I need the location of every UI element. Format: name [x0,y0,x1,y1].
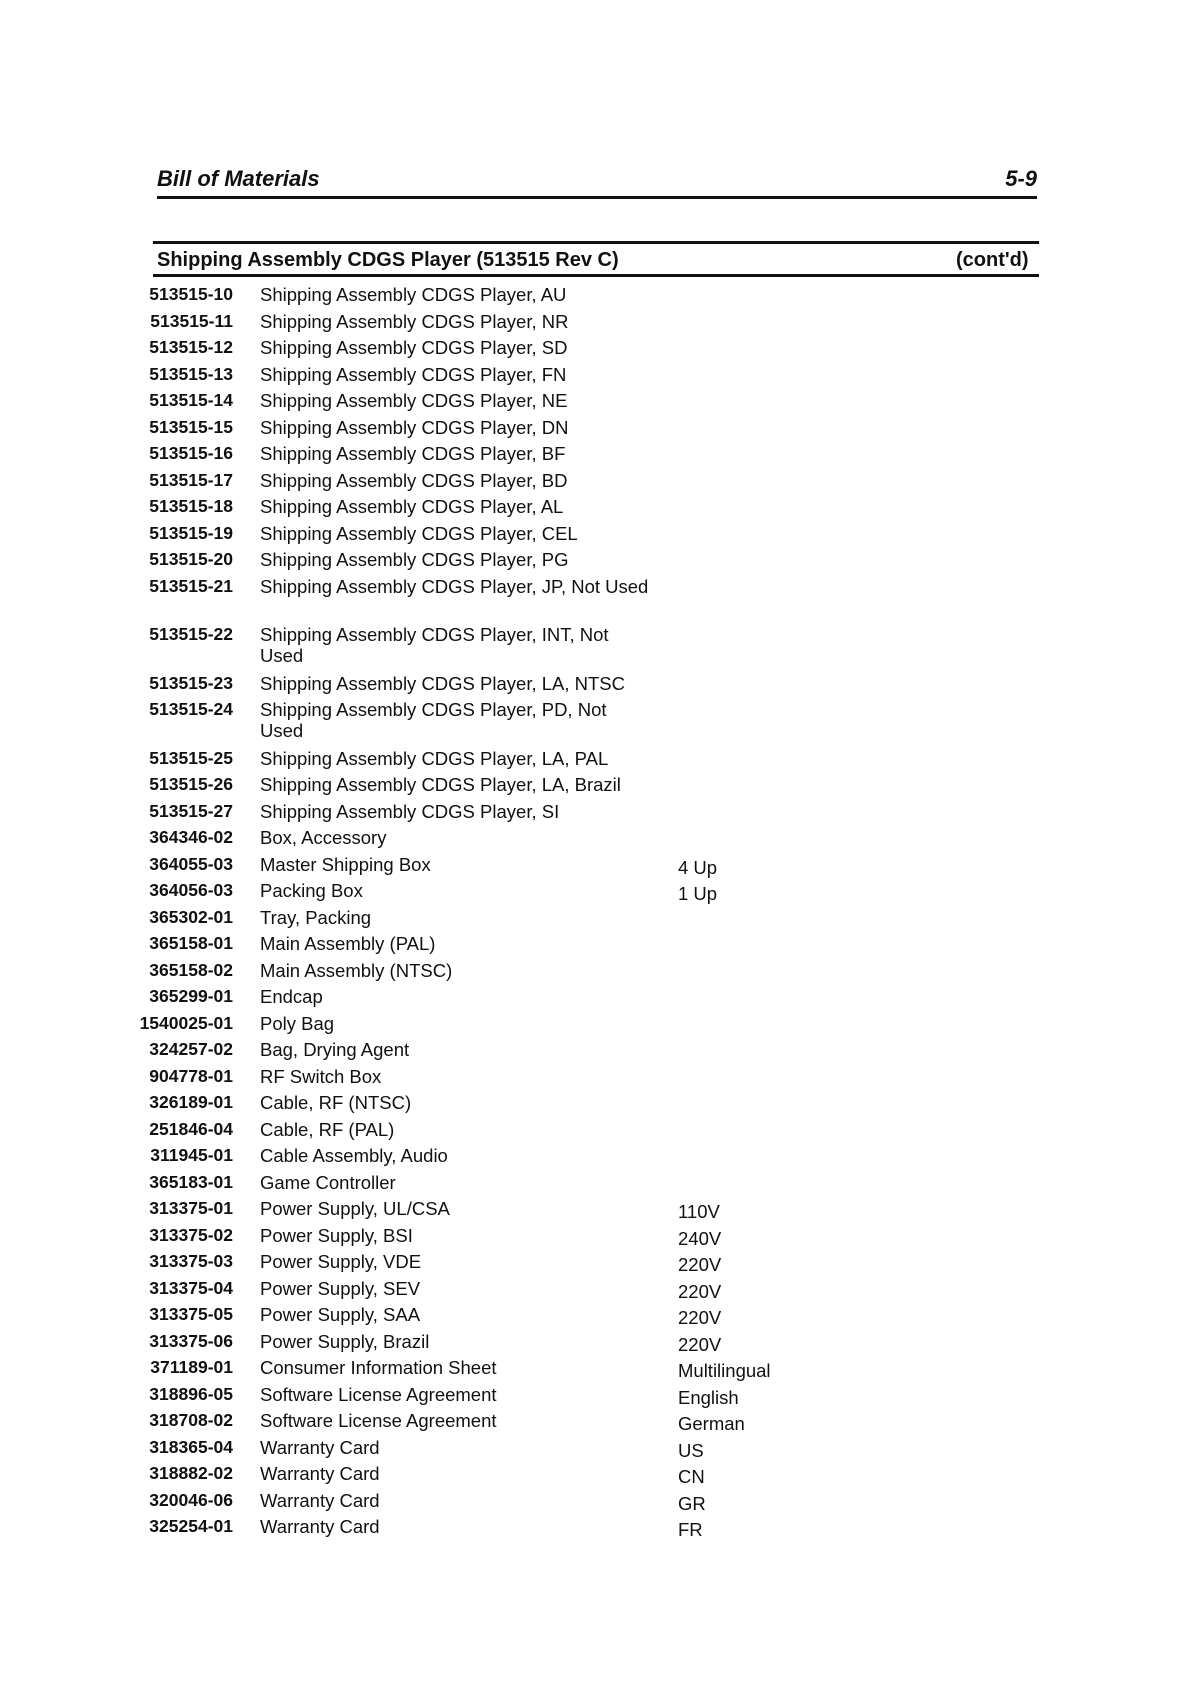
part-number: 513515-25 [149,747,233,768]
part-number: 365299-01 [149,986,233,1006]
table-row [0,1304,1188,1331]
part-number: 313375-03 [149,1251,233,1271]
part-number: 513515-18 [149,496,233,516]
table-row [0,673,1188,700]
table-row [0,854,1188,881]
table-row [0,827,1188,854]
part-note: English [678,1386,739,1408]
part-number: 313375-04 [149,1277,233,1298]
part-note [654,470,678,473]
table-row [0,1066,1188,1093]
part-note: 220V [678,1333,722,1355]
part-description: Shipping Assembly CDGS Player, NR [260,310,569,332]
table-row [0,1039,1188,1066]
table-row [0,1384,1188,1411]
part-number: 318882-02 [149,1463,233,1483]
part-number: 365183-01 [149,1171,233,1192]
part-number: 313375-06 [149,1330,233,1351]
table-row [0,933,1188,960]
part-number: 371189-01 [150,1357,233,1377]
part-note [654,1066,678,1069]
table-row [0,1251,1188,1278]
part-number: 313375-05 [149,1304,233,1324]
part-note [654,311,678,314]
table-row [0,1013,1188,1040]
part-description: Main Assembly (PAL) [260,933,436,954]
part-note: 240V [678,1227,722,1249]
part-description: Bag, Drying Agent [260,1039,410,1060]
part-description: Warranty Card [260,1489,380,1511]
table-row [0,960,1188,987]
part-number: 513515-10 [149,284,233,304]
table-row [0,1357,1188,1384]
part-description: Shipping Assembly CDGS Player, SD [260,337,568,358]
part-note [654,1092,678,1095]
table-row [0,801,1188,828]
part-note: GR [678,1492,706,1514]
part-description: Master Shipping Box [260,853,431,875]
part-description: Power Supply, SAA [260,1304,421,1325]
part-number: 318365-04 [149,1436,233,1457]
part-note [654,827,678,830]
part-description: Poly Bag [260,1012,335,1034]
section-top-rule [153,241,1039,244]
part-number: 513515-23 [149,672,233,693]
part-note [654,496,678,499]
part-description: Software License Agreement [260,1383,497,1405]
part-description: Main Assembly (NTSC) [260,959,453,981]
part-note [654,774,678,777]
table-row [0,1119,1188,1146]
part-note [654,907,678,910]
table-row [0,576,1188,625]
table-row [0,470,1188,497]
part-description: Shipping Assembly CDGS Player, FN [260,363,567,385]
parts-list [0,284,1188,1543]
table-row [0,1437,1188,1464]
part-note: 220V [678,1280,722,1302]
part-number: 311945-01 [150,1145,233,1165]
part-description: RF Switch Box [260,1065,382,1087]
table-row [0,496,1188,523]
part-description: Endcap [260,986,323,1007]
table-row [0,337,1188,364]
part-note [654,1172,678,1175]
part-note: Multilingual [678,1360,771,1381]
part-number: 251846-04 [149,1118,233,1139]
part-number: 513515-16 [149,443,233,463]
part-number: 513515-27 [149,800,233,821]
table-row [0,699,1188,748]
part-number: 320046-06 [149,1489,233,1510]
part-number: 365158-02 [149,959,233,980]
part-number: 364346-02 [149,827,233,847]
document-title: Bill of Materials [157,166,320,191]
part-description: Power Supply, BSI [260,1224,413,1246]
part-note [654,417,678,420]
part-number: 318896-05 [149,1383,233,1404]
table-row [0,311,1188,338]
part-description: Shipping Assembly CDGS Player, AL [260,496,564,517]
part-note [654,284,678,287]
part-description: Shipping Assembly CDGS Player, DN [260,416,569,438]
part-description: Shipping Assembly CDGS Player, PD, Not Used [260,699,607,741]
part-description: Shipping Assembly CDGS Player, PG [260,549,569,570]
part-description: Shipping Assembly CDGS Player, AU [260,284,567,305]
part-note [654,986,678,989]
table-row [0,1463,1188,1490]
table-row [0,1331,1188,1358]
page-number: 5-9 [1005,166,1037,191]
part-number: 326189-01 [149,1092,233,1112]
part-description: Power Supply, SEV [260,1277,421,1299]
part-description: Shipping Assembly CDGS Player, SI [260,800,560,822]
part-number: 364056-03 [149,880,233,900]
part-number: 513515-11 [150,310,233,331]
part-note [654,1039,678,1042]
section-bottom-rule [153,274,1039,277]
part-description: Packing Box [260,880,363,901]
part-description: Cable Assembly, Audio [260,1145,448,1166]
table-row [0,986,1188,1013]
part-number: 513515-14 [149,390,233,410]
part-note: 220V [678,1254,722,1275]
part-number: 513515-24 [149,699,233,719]
part-description: Cable, RF (PAL) [260,1118,395,1140]
table-row [0,1490,1188,1517]
part-note [654,390,678,393]
header-divider [157,196,1037,199]
part-number: 325254-01 [149,1516,233,1536]
page-header [157,166,1037,198]
table-row [0,284,1188,311]
part-number: 513515-22 [149,624,233,644]
part-description: Box, Accessory [260,827,387,848]
part-number: 513515-19 [149,522,233,543]
part-note [654,1145,678,1148]
part-note [654,337,678,340]
section-continued-label: (cont'd) [956,249,1029,271]
part-note [654,549,678,552]
part-number: 318708-02 [149,1410,233,1430]
part-note [654,699,678,702]
part-description: Power Supply, VDE [260,1251,422,1272]
part-description: Game Controller [260,1171,396,1193]
part-description: Shipping Assembly CDGS Player, JP, Not Used [260,575,649,597]
part-note [654,443,678,446]
part-note [654,673,678,676]
part-note [654,364,678,367]
part-number: 313375-01 [149,1198,233,1218]
part-number: 513515-20 [149,549,233,569]
table-row [0,748,1188,775]
table-row [0,1092,1188,1119]
part-note [654,933,678,936]
part-description: Consumer Information Sheet [260,1357,497,1378]
table-row [0,1278,1188,1305]
part-number: 365158-01 [149,933,233,953]
part-number: 513515-13 [149,363,233,384]
part-note: 220V [678,1307,722,1328]
part-description: Software License Agreement [260,1410,497,1431]
part-description: Power Supply, UL/CSA [260,1198,450,1219]
part-description: Shipping Assembly CDGS Player, INT, Not Used [260,624,609,666]
table-row [0,1225,1188,1252]
table-row [0,443,1188,470]
table-row [0,880,1188,907]
section-title: Shipping Assembly CDGS Player (513515 Rev C) [157,249,619,271]
table-row [0,624,1188,673]
part-number: 513515-17 [149,469,233,490]
part-number: 513515-15 [149,416,233,437]
part-note: US [678,1439,704,1461]
part-description: Shipping Assembly CDGS Player, BF [260,443,566,464]
part-description: Shipping Assembly CDGS Player, CEL [260,522,578,544]
part-number: 364055-03 [149,853,233,874]
part-note [654,1119,678,1122]
part-note [654,801,678,804]
part-description: Warranty Card [260,1516,380,1537]
part-note: CN [678,1466,705,1487]
part-note [654,523,678,526]
table-row [0,364,1188,391]
part-note [654,748,678,751]
part-note [654,960,678,963]
part-description: Shipping Assembly CDGS Player, LA, NTSC [260,672,626,694]
part-note [654,576,678,579]
table-row [0,774,1188,801]
table-row [0,1516,1188,1543]
part-note: 1 Up [678,883,718,904]
part-number: 1540025-01 [139,1012,233,1033]
part-description: Power Supply, Brazil [260,1330,430,1352]
part-number: 513515-12 [149,337,233,357]
part-note: 4 Up [678,856,718,878]
part-description: Shipping Assembly CDGS Player, LA, Brazil [260,774,621,795]
part-number: 365302-01 [149,906,233,927]
table-row [0,1198,1188,1225]
part-number: 324257-02 [149,1039,233,1059]
part-description: Shipping Assembly CDGS Player, NE [260,390,568,411]
table-row [0,1410,1188,1437]
part-description: Shipping Assembly CDGS Player, LA, PAL [260,747,609,769]
part-note: FR [678,1519,703,1540]
table-row [0,907,1188,934]
part-description: Cable, RF (NTSC) [260,1092,412,1113]
part-note [654,624,678,627]
part-note: 110V [678,1201,720,1222]
part-description: Warranty Card [260,1463,380,1484]
part-number: 513515-21 [149,575,233,596]
table-row [0,1145,1188,1172]
table-row [0,390,1188,417]
part-description: Warranty Card [260,1436,380,1458]
part-number: 513515-26 [149,774,233,794]
part-number: 313375-02 [149,1224,233,1245]
table-row [0,1172,1188,1199]
table-row [0,523,1188,550]
table-row [0,417,1188,444]
part-note [654,1013,678,1016]
table-row [0,549,1188,576]
part-note: German [678,1413,745,1434]
part-description: Tray, Packing [260,906,372,928]
part-number: 904778-01 [149,1065,233,1086]
part-description: Shipping Assembly CDGS Player, BD [260,469,568,491]
